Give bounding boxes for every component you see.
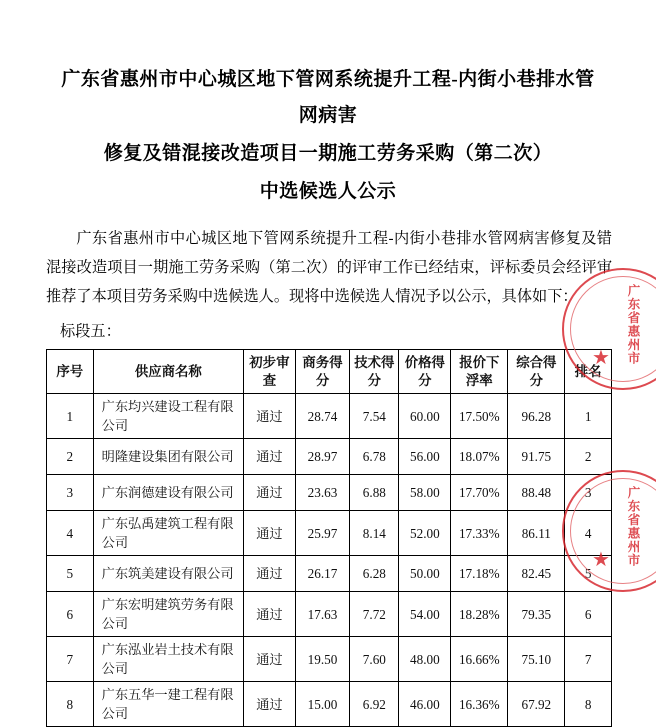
cell-index: 3 [47, 475, 94, 511]
cell-technical: 6.92 [350, 682, 399, 727]
results-table [46, 349, 612, 727]
table-row [47, 556, 612, 592]
cell-supplier: 广东泓业岩土技术有限公司 [93, 637, 243, 682]
cell-price: 50.00 [399, 556, 451, 592]
table-row [47, 592, 612, 637]
cell-check: 通过 [243, 637, 295, 682]
title-line-1: 广东省惠州市中心城区地下管网系统提升工程-内街小巷排水管网病害 [61, 69, 595, 126]
table-row [47, 394, 612, 439]
document-title [0, 0, 656, 210]
cell-discount: 18.07% [451, 439, 508, 475]
table-row [47, 682, 612, 727]
th-index: 序号 [47, 350, 94, 394]
cell-index: 8 [47, 682, 94, 727]
cell-rank: 5 [565, 556, 612, 592]
cell-price: 46.00 [399, 682, 451, 727]
section-label: 标段五： [60, 323, 121, 340]
intro-paragraph: 广东省惠州市中心城区地下管网系统提升工程-内街小巷排水管网病害修复及错混接改造项目一期施工劳务采购（第二次）的评审工作已经结束，评标委员会经评审推荐了本项目劳务采购中选候选人。现将中选候选人情况予以公示，具体如下： [46, 230, 612, 305]
cell-supplier: 明隆建设集团有限公司 [93, 439, 243, 475]
star-icon: ★ [592, 549, 610, 571]
cell-technical: 8.14 [350, 511, 399, 556]
cell-rank: 6 [565, 592, 612, 637]
seal-text: 广东省惠州市 [626, 284, 640, 365]
cell-technical: 7.54 [350, 394, 399, 439]
star-icon: ★ [592, 347, 610, 369]
cell-price: 52.00 [399, 511, 451, 556]
table-row [47, 511, 612, 556]
cell-rank: 8 [565, 682, 612, 727]
cell-check: 通过 [243, 556, 295, 592]
cell-check: 通过 [243, 592, 295, 637]
cell-technical: 6.78 [350, 439, 399, 475]
cell-business: 23.63 [295, 475, 349, 511]
cell-price: 56.00 [399, 439, 451, 475]
cell-check: 通过 [243, 475, 295, 511]
cell-discount: 17.50% [451, 394, 508, 439]
cell-check: 通过 [243, 394, 295, 439]
th-price: 价格得分 [399, 350, 451, 394]
cell-discount: 17.33% [451, 511, 508, 556]
cell-total: 96.28 [508, 394, 565, 439]
results-table-wrap [0, 347, 656, 727]
cell-price: 58.00 [399, 475, 451, 511]
cell-total: 67.92 [508, 682, 565, 727]
cell-discount: 18.28% [451, 592, 508, 637]
cell-business: 17.63 [295, 592, 349, 637]
cell-supplier: 广东宏明建筑劳务有限公司 [93, 592, 243, 637]
th-supplier: 供应商名称 [93, 350, 243, 394]
cell-rank: 3 [565, 475, 612, 511]
cell-total: 86.11 [508, 511, 565, 556]
cell-index: 2 [47, 439, 94, 475]
cell-business: 28.74 [295, 394, 349, 439]
cell-business: 19.50 [295, 637, 349, 682]
cell-discount: 17.70% [451, 475, 508, 511]
cell-technical: 7.60 [350, 637, 399, 682]
th-technical: 技术得分 [350, 350, 399, 394]
cell-total: 75.10 [508, 637, 565, 682]
cell-supplier: 广东均兴建设工程有限公司 [93, 394, 243, 439]
table-row [47, 637, 612, 682]
cell-business: 15.00 [295, 682, 349, 727]
cell-price: 48.00 [399, 637, 451, 682]
cell-discount: 16.66% [451, 637, 508, 682]
cell-price: 60.00 [399, 394, 451, 439]
cell-supplier: 广东弘禹建筑工程有限公司 [93, 511, 243, 556]
cell-index: 5 [47, 556, 94, 592]
cell-technical: 6.28 [350, 556, 399, 592]
title-line-2: 修复及错混接改造项目一期施工劳务采购（第二次） [103, 143, 553, 164]
seal-text: 广东省惠州市 [626, 486, 640, 567]
cell-index: 1 [47, 394, 94, 439]
cell-index: 6 [47, 592, 94, 637]
cell-supplier: 广东筑美建设有限公司 [93, 556, 243, 592]
cell-business: 26.17 [295, 556, 349, 592]
cell-price: 54.00 [399, 592, 451, 637]
th-discount: 报价下浮率 [451, 350, 508, 394]
cell-check: 通过 [243, 511, 295, 556]
cell-discount: 16.36% [451, 682, 508, 727]
cell-index: 7 [47, 637, 94, 682]
th-check: 初步审查 [243, 350, 295, 394]
cell-total: 82.45 [508, 556, 565, 592]
cell-supplier: 广东五华一建工程有限公司 [93, 682, 243, 727]
cell-rank: 7 [565, 637, 612, 682]
title-line-3: 中选候选人公示 [259, 181, 397, 202]
cell-technical: 6.88 [350, 475, 399, 511]
cell-rank: 2 [565, 439, 612, 475]
cell-total: 88.48 [508, 475, 565, 511]
table-row [47, 439, 612, 475]
cell-business: 28.97 [295, 439, 349, 475]
cell-business: 25.97 [295, 511, 349, 556]
cell-rank: 1 [565, 394, 612, 439]
th-rank: 排名 [565, 350, 612, 394]
th-total: 综合得分 [508, 350, 565, 394]
intro-paragraph-block [0, 210, 656, 311]
cell-check: 通过 [243, 682, 295, 727]
table-row [47, 475, 612, 511]
cell-index: 4 [47, 511, 94, 556]
cell-discount: 17.18% [451, 556, 508, 592]
cell-total: 79.35 [508, 592, 565, 637]
cell-total: 91.75 [508, 439, 565, 475]
th-business: 商务得分 [295, 350, 349, 394]
cell-supplier: 广东润德建设有限公司 [93, 475, 243, 511]
cell-technical: 7.72 [350, 592, 399, 637]
cell-rank: 4 [565, 511, 612, 556]
cell-check: 通过 [243, 439, 295, 475]
table-header-row [47, 350, 612, 394]
